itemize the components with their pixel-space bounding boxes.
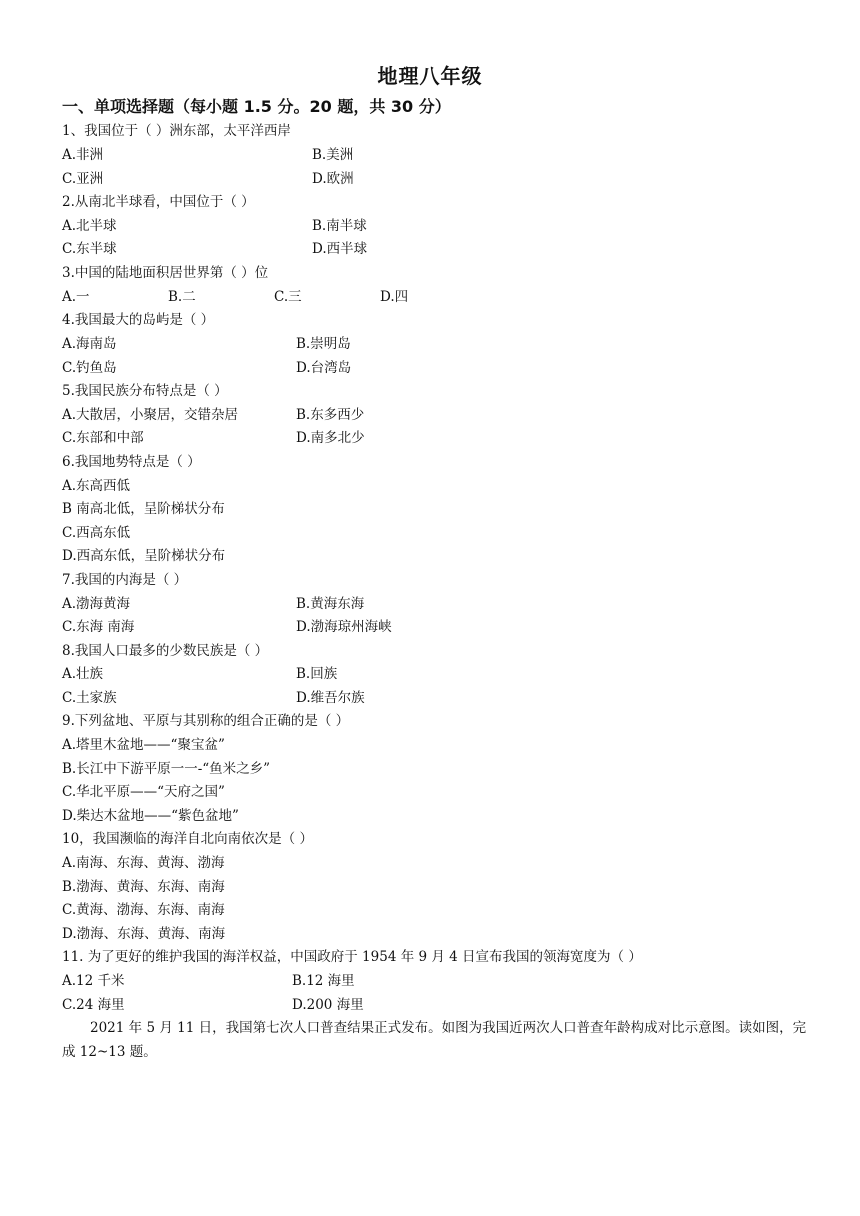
question-1-option-c: C.亚洲	[62, 171, 104, 187]
question-5-option-a: A.大散居，小聚居，交错杂居	[62, 407, 239, 423]
question-5-stem: 5.我国民族分布特点是（ ）	[62, 383, 228, 399]
question-9-option-a: A.塔里木盆地——“聚宝盆”	[62, 737, 225, 753]
question-4-option-d: D.台湾岛	[296, 360, 352, 376]
question-3-option-d: D.四	[380, 289, 409, 305]
question-3-stem: 3.中国的陆地面积居世界第（ ）位	[62, 265, 269, 281]
question-11-option-a: A.12 千米	[62, 973, 125, 989]
question-5-option-c: C.东部和中部	[62, 430, 144, 446]
question-9-stem: 9.下列盆地、平原与其别称的组合正确的是（ ）	[62, 713, 350, 729]
question-3-option-a: A.一	[62, 289, 90, 305]
question-4-option-b: B.崇明岛	[296, 336, 351, 352]
question-2-option-a: A.北半球	[62, 218, 117, 234]
question-6-stem: 6.我国地势特点是（ ）	[62, 454, 201, 470]
question-9-option-b: B.长江中下游平原一一-“鱼米之乡”	[62, 761, 271, 777]
question-3-option-b: B.二	[168, 289, 196, 305]
question-6-option-a: A.东高西低	[62, 478, 131, 494]
section-heading: 一、单项选择题（每小题 1.5 分。20 题，共 30 分）	[62, 97, 451, 116]
question-11-stem: 11. 为了更好的维护我国的海洋权益，中国政府于 1954 年 9 月 4 日宣布我国的领海宽度为（ ）	[62, 949, 642, 965]
question-9-option-d: D.柴达木盆地——“紫色盆地”	[62, 808, 239, 824]
question-11-option-d: D.200 海里	[292, 997, 364, 1013]
question-8-option-c: C.土家族	[62, 690, 117, 706]
question-10-option-d: D.渤海、东海、黄海、南海	[62, 926, 226, 942]
question-6-option-d: D.西高东低，呈阶梯状分布	[62, 548, 226, 564]
question-5-option-b: B.东多西少	[296, 407, 365, 423]
question-11-option-c: C.24 海里	[62, 997, 125, 1013]
question-2-option-c: C.东半球	[62, 241, 117, 257]
question-4-option-c: C.钓鱼岛	[62, 360, 117, 376]
question-2-stem: 2.从南北半球看，中国位于（ ）	[62, 194, 255, 210]
reading-passage: 2021 年 5 月 11 日，我国第七次人口普查结果正式发布。如图为我国近两次人口普查年龄构成对比示意图。读如图，完成 12~13 题。	[62, 1020, 807, 1060]
question-6-option-c: C.西高东低	[62, 525, 131, 541]
question-1-option-a: A.非洲	[62, 147, 104, 163]
page-title: 地理八年级	[377, 64, 483, 88]
question-7-option-a: A.渤海黄海	[62, 596, 131, 612]
question-1-option-b: B.美洲	[312, 147, 354, 163]
question-4-stem: 4.我国最大的岛屿是（ ）	[62, 312, 215, 328]
question-7-option-d: D.渤海琼州海峡	[296, 619, 392, 635]
question-1-option-d: D.欧洲	[312, 171, 354, 187]
question-8-stem: 8.我国人口最多的少数民族是（ ）	[62, 643, 269, 659]
question-7-stem: 7.我国的内海是（ ）	[62, 572, 188, 588]
question-7-option-b: B.黄海东海	[296, 596, 365, 612]
question-10-stem: 10，我国濒临的海洋自北向南依次是（ ）	[62, 831, 313, 847]
question-2-option-b: B.南半球	[312, 218, 367, 234]
question-8-option-d: D.维吾尔族	[296, 690, 365, 706]
question-7-option-c: C.东海 南海	[62, 619, 135, 635]
question-10-option-c: C.黄海、渤海、东海、南海	[62, 902, 225, 918]
question-10-option-b: B.渤海、黄海、东海、南海	[62, 879, 225, 895]
question-9-option-c: C.华北平原——“天府之国”	[62, 784, 225, 800]
question-10-option-a: A.南海、东海、黄海、渤海	[62, 855, 225, 871]
question-11-option-b: B.12 海里	[292, 973, 355, 989]
question-3-option-c: C.三	[274, 289, 302, 305]
question-1-stem: 1、我国位于（ ）洲东部，太平洋西岸	[62, 123, 291, 139]
question-2-option-d: D.西半球	[312, 241, 368, 257]
question-8-option-b: B.回族	[296, 666, 338, 682]
question-4-option-a: A.海南岛	[62, 336, 117, 352]
question-5-option-d: D.南多北少	[296, 430, 365, 446]
question-8-option-a: A.壮族	[62, 666, 104, 682]
question-6-option-b: B 南高北低，呈阶梯状分布	[62, 501, 225, 517]
